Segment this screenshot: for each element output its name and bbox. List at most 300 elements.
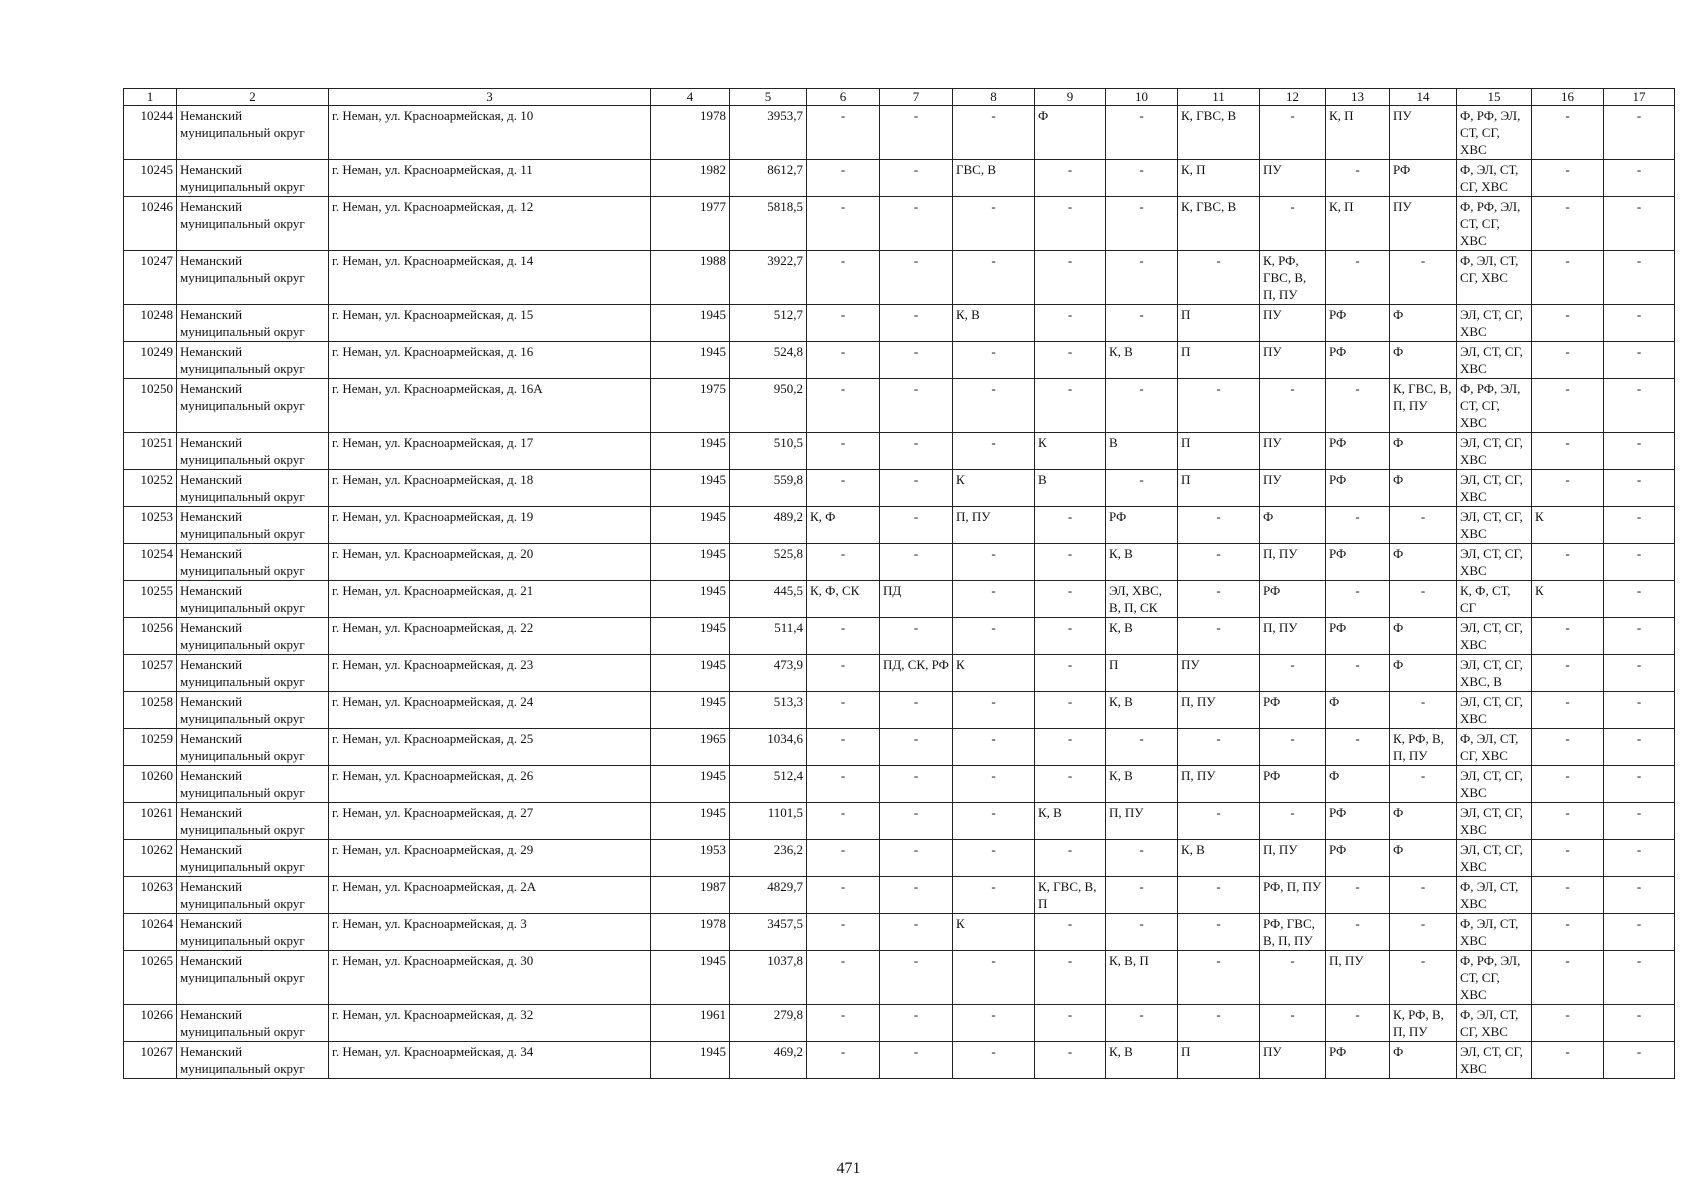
table-cell-col-5: 445,5 xyxy=(730,581,807,618)
table-cell-col-16: - xyxy=(1532,692,1604,729)
table-cell-col-13: - xyxy=(1326,655,1390,692)
table-cell-col-8: - xyxy=(953,342,1035,379)
table-cell-col-16: - xyxy=(1532,877,1604,914)
table-cell-col-10: - xyxy=(1106,106,1178,160)
table-body xyxy=(124,106,1675,1079)
table-cell-col-13: - xyxy=(1326,877,1390,914)
table-cell-col-15: Ф, ЭЛ, СТ, СГ, ХВС xyxy=(1457,160,1532,197)
table-cell-col-16: - xyxy=(1532,379,1604,433)
table-cell-col-10: - xyxy=(1106,160,1178,197)
table-cell-col-3: г. Неман, ул. Красноармейская, д. 16А xyxy=(329,379,651,433)
table-cell-col-14: - xyxy=(1390,507,1457,544)
table-cell-col-14: - xyxy=(1390,877,1457,914)
table-row xyxy=(124,544,1675,581)
table-cell-col-15: ЭЛ, СТ, СГ, ХВС xyxy=(1457,766,1532,803)
table-cell-col-3: г. Неман, ул. Красноармейская, д. 30 xyxy=(329,951,651,1005)
table-cell-col-4: 1953 xyxy=(651,840,730,877)
table-cell-col-1: 10258 xyxy=(124,692,177,729)
table-cell-col-11: - xyxy=(1178,581,1260,618)
column-header-10: 10 xyxy=(1106,89,1178,106)
table-cell-col-16: - xyxy=(1532,470,1604,507)
table-cell-col-14: Ф xyxy=(1390,305,1457,342)
table-cell-col-14: Ф xyxy=(1390,803,1457,840)
table-cell-col-13: РФ xyxy=(1326,618,1390,655)
table-cell-col-5: 236,2 xyxy=(730,840,807,877)
table-cell-col-7: - xyxy=(880,433,953,470)
table-cell-col-5: 1101,5 xyxy=(730,803,807,840)
table-cell-col-8: - xyxy=(953,433,1035,470)
table-cell-col-2: Неманский муниципальный округ xyxy=(177,803,329,840)
table-cell-col-8: ГВС, В xyxy=(953,160,1035,197)
table-cell-col-15: ЭЛ, СТ, СГ, ХВС xyxy=(1457,544,1532,581)
table-cell-col-10: - xyxy=(1106,840,1178,877)
table-cell-col-10: К, В, П xyxy=(1106,951,1178,1005)
table-cell-col-15: ЭЛ, СТ, СГ, ХВС xyxy=(1457,840,1532,877)
table-cell-col-3: г. Неман, ул. Красноармейская, д. 29 xyxy=(329,840,651,877)
table-cell-col-12: - xyxy=(1260,803,1326,840)
table-cell-col-17: - xyxy=(1604,766,1675,803)
table-cell-col-12: - xyxy=(1260,379,1326,433)
table-cell-col-1: 10256 xyxy=(124,618,177,655)
table-cell-col-6: - xyxy=(807,914,880,951)
table-cell-col-14: ПУ xyxy=(1390,106,1457,160)
table-cell-col-9: - xyxy=(1035,729,1106,766)
table-cell-col-3: г. Неман, ул. Красноармейская, д. 3 xyxy=(329,914,651,951)
table-cell-col-11: П, ПУ xyxy=(1178,692,1260,729)
table-cell-col-4: 1945 xyxy=(651,655,730,692)
table-row xyxy=(124,877,1675,914)
table-cell-col-14: К, ГВС, В, П, ПУ xyxy=(1390,379,1457,433)
table-cell-col-16: - xyxy=(1532,729,1604,766)
table-cell-col-9: - xyxy=(1035,197,1106,251)
table-cell-col-10: - xyxy=(1106,729,1178,766)
table-cell-col-8: - xyxy=(953,106,1035,160)
table-cell-col-12: П, ПУ xyxy=(1260,618,1326,655)
table-cell-col-2: Неманский муниципальный округ xyxy=(177,766,329,803)
table-cell-col-12: РФ xyxy=(1260,692,1326,729)
table-cell-col-14: Ф xyxy=(1390,1042,1457,1079)
table-cell-col-11: П xyxy=(1178,470,1260,507)
table-cell-col-13: К, П xyxy=(1326,197,1390,251)
table-cell-col-11: П, ПУ xyxy=(1178,766,1260,803)
table-cell-col-11: П xyxy=(1178,433,1260,470)
table-row xyxy=(124,840,1675,877)
table-cell-col-3: г. Неман, ул. Красноармейская, д. 26 xyxy=(329,766,651,803)
table-cell-col-11: П xyxy=(1178,1042,1260,1079)
column-header-3: 3 xyxy=(329,89,651,106)
table-cell-col-17: - xyxy=(1604,305,1675,342)
table-cell-col-3: г. Неман, ул. Красноармейская, д. 27 xyxy=(329,803,651,840)
table-cell-col-12: ПУ xyxy=(1260,433,1326,470)
table-cell-col-5: 512,7 xyxy=(730,305,807,342)
table-cell-col-14: Ф xyxy=(1390,342,1457,379)
table-cell-col-4: 1978 xyxy=(651,106,730,160)
table-row xyxy=(124,160,1675,197)
table-cell-col-7: - xyxy=(880,1042,953,1079)
table-cell-col-2: Неманский муниципальный округ xyxy=(177,197,329,251)
table-cell-col-2: Неманский муниципальный округ xyxy=(177,581,329,618)
table-cell-col-17: - xyxy=(1604,692,1675,729)
table-cell-col-13: РФ xyxy=(1326,433,1390,470)
table-cell-col-11: - xyxy=(1178,1005,1260,1042)
table-cell-col-8: - xyxy=(953,692,1035,729)
table-cell-col-1: 10264 xyxy=(124,914,177,951)
table-cell-col-11: - xyxy=(1178,729,1260,766)
column-header-11: 11 xyxy=(1178,89,1260,106)
table-cell-col-6: - xyxy=(807,877,880,914)
table-cell-col-6: - xyxy=(807,692,880,729)
table-cell-col-10: К, В xyxy=(1106,692,1178,729)
table-cell-col-7: - xyxy=(880,877,953,914)
table-cell-col-6: - xyxy=(807,766,880,803)
table-cell-col-13: РФ xyxy=(1326,803,1390,840)
table-cell-col-1: 10263 xyxy=(124,877,177,914)
table-row xyxy=(124,914,1675,951)
table-cell-col-15: Ф, РФ, ЭЛ, СТ, СГ, ХВС xyxy=(1457,951,1532,1005)
table-row xyxy=(124,692,1675,729)
table-cell-col-13: РФ xyxy=(1326,305,1390,342)
table-cell-col-17: - xyxy=(1604,251,1675,305)
table-row xyxy=(124,106,1675,160)
table-cell-col-3: г. Неман, ул. Красноармейская, д. 20 xyxy=(329,544,651,581)
table-cell-col-7: - xyxy=(880,618,953,655)
table-cell-col-8: К xyxy=(953,914,1035,951)
table-cell-col-4: 1945 xyxy=(651,581,730,618)
table-cell-col-13: РФ xyxy=(1326,342,1390,379)
table-cell-col-1: 10246 xyxy=(124,197,177,251)
table-cell-col-5: 1037,8 xyxy=(730,951,807,1005)
table-cell-col-7: - xyxy=(880,251,953,305)
table-cell-col-10: - xyxy=(1106,379,1178,433)
table-cell-col-17: - xyxy=(1604,507,1675,544)
table-cell-col-13: - xyxy=(1326,729,1390,766)
table-cell-col-12: - xyxy=(1260,1005,1326,1042)
table-cell-col-12: РФ xyxy=(1260,766,1326,803)
table-cell-col-14: Ф xyxy=(1390,544,1457,581)
table-cell-col-1: 10252 xyxy=(124,470,177,507)
table-cell-col-10: К, В xyxy=(1106,1042,1178,1079)
table-cell-col-13: - xyxy=(1326,251,1390,305)
table-cell-col-13: Ф xyxy=(1326,692,1390,729)
table-cell-col-5: 525,8 xyxy=(730,544,807,581)
table-cell-col-1: 10250 xyxy=(124,379,177,433)
table-cell-col-7: - xyxy=(880,840,953,877)
table-cell-col-10: П xyxy=(1106,655,1178,692)
table-cell-col-4: 1988 xyxy=(651,251,730,305)
table-cell-col-7: - xyxy=(880,305,953,342)
table-cell-col-1: 10245 xyxy=(124,160,177,197)
table-cell-col-6: - xyxy=(807,618,880,655)
table-row xyxy=(124,618,1675,655)
registry-table xyxy=(123,88,1675,1079)
table-cell-col-8: - xyxy=(953,197,1035,251)
table-cell-col-11: П xyxy=(1178,305,1260,342)
column-header-14: 14 xyxy=(1390,89,1457,106)
table-cell-col-11: - xyxy=(1178,803,1260,840)
table-cell-col-7: - xyxy=(880,951,953,1005)
table-cell-col-3: г. Неман, ул. Красноармейская, д. 16 xyxy=(329,342,651,379)
table-cell-col-17: - xyxy=(1604,618,1675,655)
table-cell-col-7: - xyxy=(880,729,953,766)
table-cell-col-4: 1945 xyxy=(651,618,730,655)
table-cell-col-12: ПУ xyxy=(1260,342,1326,379)
table-cell-col-12: РФ, ГВС, В, П, ПУ xyxy=(1260,914,1326,951)
table-cell-col-6: - xyxy=(807,1005,880,1042)
table-cell-col-12: П, ПУ xyxy=(1260,840,1326,877)
table-cell-col-12: ПУ xyxy=(1260,470,1326,507)
table-cell-col-5: 473,9 xyxy=(730,655,807,692)
column-header-17: 17 xyxy=(1604,89,1675,106)
table-cell-col-6: К, Ф xyxy=(807,507,880,544)
table-cell-col-9: К xyxy=(1035,433,1106,470)
table-cell-col-3: г. Неман, ул. Красноармейская, д. 22 xyxy=(329,618,651,655)
table-cell-col-10: - xyxy=(1106,877,1178,914)
table-cell-col-16: - xyxy=(1532,106,1604,160)
column-header-2: 2 xyxy=(177,89,329,106)
table-cell-col-13: РФ xyxy=(1326,470,1390,507)
table-cell-col-4: 1945 xyxy=(651,1042,730,1079)
table-cell-col-4: 1945 xyxy=(651,766,730,803)
table-cell-col-6: - xyxy=(807,729,880,766)
table-cell-col-15: Ф, ЭЛ, СТ, СГ, ХВС xyxy=(1457,251,1532,305)
column-header-4: 4 xyxy=(651,89,730,106)
table-cell-col-17: - xyxy=(1604,840,1675,877)
table-cell-col-3: г. Неман, ул. Красноармейская, д. 18 xyxy=(329,470,651,507)
table-cell-col-17: - xyxy=(1604,470,1675,507)
table-cell-col-8: - xyxy=(953,618,1035,655)
table-cell-col-8: - xyxy=(953,544,1035,581)
table-cell-col-15: ЭЛ, СТ, СГ, ХВС xyxy=(1457,470,1532,507)
table-cell-col-15: Ф, ЭЛ, СТ, ХВС xyxy=(1457,914,1532,951)
table-cell-col-6: - xyxy=(807,803,880,840)
table-cell-col-4: 1945 xyxy=(651,305,730,342)
table-cell-col-11: ПУ xyxy=(1178,655,1260,692)
table-cell-col-13: РФ xyxy=(1326,840,1390,877)
table-cell-col-5: 3922,7 xyxy=(730,251,807,305)
table-cell-col-6: - xyxy=(807,433,880,470)
table-cell-col-15: Ф, РФ, ЭЛ, СТ, СГ, ХВС xyxy=(1457,106,1532,160)
column-header-6: 6 xyxy=(807,89,880,106)
table-cell-col-12: - xyxy=(1260,655,1326,692)
table-cell-col-14: - xyxy=(1390,251,1457,305)
table-cell-col-14: - xyxy=(1390,581,1457,618)
table-cell-col-13: - xyxy=(1326,914,1390,951)
table-cell-col-8: - xyxy=(953,877,1035,914)
table-cell-col-9: - xyxy=(1035,655,1106,692)
table-cell-col-11: К, П xyxy=(1178,160,1260,197)
table-cell-col-1: 10265 xyxy=(124,951,177,1005)
table-cell-col-7: - xyxy=(880,470,953,507)
table-cell-col-5: 559,8 xyxy=(730,470,807,507)
table-cell-col-1: 10248 xyxy=(124,305,177,342)
table-cell-col-14: РФ xyxy=(1390,160,1457,197)
table-cell-col-3: г. Неман, ул. Красноармейская, д. 15 xyxy=(329,305,651,342)
table-cell-col-1: 10251 xyxy=(124,433,177,470)
table-cell-col-16: К xyxy=(1532,507,1604,544)
table-cell-col-17: - xyxy=(1604,342,1675,379)
table-cell-col-12: - xyxy=(1260,106,1326,160)
table-cell-col-2: Неманский муниципальный округ xyxy=(177,1042,329,1079)
table-cell-col-4: 1965 xyxy=(651,729,730,766)
table-cell-col-2: Неманский муниципальный округ xyxy=(177,379,329,433)
table-cell-col-9: - xyxy=(1035,618,1106,655)
table-cell-col-3: г. Неман, ул. Красноармейская, д. 17 xyxy=(329,433,651,470)
table-cell-col-17: - xyxy=(1604,1005,1675,1042)
table-cell-col-3: г. Неман, ул. Красноармейская, д. 19 xyxy=(329,507,651,544)
table-cell-col-10: К, В xyxy=(1106,618,1178,655)
table-cell-col-11: - xyxy=(1178,951,1260,1005)
table-cell-col-4: 1982 xyxy=(651,160,730,197)
table-cell-col-3: г. Неман, ул. Красноармейская, д. 10 xyxy=(329,106,651,160)
table-cell-col-5: 1034,6 xyxy=(730,729,807,766)
table-cell-col-17: - xyxy=(1604,379,1675,433)
table-cell-col-16: - xyxy=(1532,803,1604,840)
table-cell-col-2: Неманский муниципальный округ xyxy=(177,729,329,766)
table-cell-col-8: - xyxy=(953,803,1035,840)
table-cell-col-16: - xyxy=(1532,433,1604,470)
table-cell-col-5: 469,2 xyxy=(730,1042,807,1079)
table-cell-col-6: - xyxy=(807,840,880,877)
table-cell-col-2: Неманский муниципальный округ xyxy=(177,305,329,342)
table-cell-col-9: К, В xyxy=(1035,803,1106,840)
table-cell-col-7: - xyxy=(880,1005,953,1042)
table-cell-col-1: 10254 xyxy=(124,544,177,581)
table-cell-col-8: - xyxy=(953,1042,1035,1079)
table-cell-col-6: - xyxy=(807,160,880,197)
table-cell-col-6: - xyxy=(807,951,880,1005)
table-cell-col-16: - xyxy=(1532,1042,1604,1079)
table-cell-col-15: ЭЛ, СТ, СГ, ХВС xyxy=(1457,692,1532,729)
column-header-16: 16 xyxy=(1532,89,1604,106)
table-cell-col-9: - xyxy=(1035,914,1106,951)
table-row xyxy=(124,766,1675,803)
table-cell-col-3: г. Неман, ул. Красноармейская, д. 25 xyxy=(329,729,651,766)
table-cell-col-8: - xyxy=(953,729,1035,766)
table-cell-col-7: - xyxy=(880,342,953,379)
table-cell-col-1: 10260 xyxy=(124,766,177,803)
table-cell-col-8: - xyxy=(953,1005,1035,1042)
table-cell-col-17: - xyxy=(1604,160,1675,197)
table-cell-col-5: 5818,5 xyxy=(730,197,807,251)
table-cell-col-2: Неманский муниципальный округ xyxy=(177,106,329,160)
table-cell-col-9: - xyxy=(1035,581,1106,618)
table-cell-col-12: РФ, П, ПУ xyxy=(1260,877,1326,914)
table-cell-col-5: 489,2 xyxy=(730,507,807,544)
column-header-5: 5 xyxy=(730,89,807,106)
table-cell-col-11: К, ГВС, В xyxy=(1178,106,1260,160)
table-cell-col-7: - xyxy=(880,160,953,197)
table-cell-col-3: г. Неман, ул. Красноармейская, д. 24 xyxy=(329,692,651,729)
table-cell-col-16: - xyxy=(1532,914,1604,951)
table-cell-col-17: - xyxy=(1604,197,1675,251)
table-cell-col-11: - xyxy=(1178,251,1260,305)
table-cell-col-13: П, ПУ xyxy=(1326,951,1390,1005)
table-cell-col-9: - xyxy=(1035,951,1106,1005)
table-cell-col-4: 1987 xyxy=(651,877,730,914)
table-cell-col-16: - xyxy=(1532,197,1604,251)
table-cell-col-5: 8612,7 xyxy=(730,160,807,197)
table-cell-col-6: - xyxy=(807,655,880,692)
table-row xyxy=(124,342,1675,379)
table-cell-col-10: - xyxy=(1106,251,1178,305)
table-cell-col-13: - xyxy=(1326,160,1390,197)
table-cell-col-12: ПУ xyxy=(1260,160,1326,197)
column-header-9: 9 xyxy=(1035,89,1106,106)
table-cell-col-15: Ф, ЭЛ, СТ, ХВС xyxy=(1457,877,1532,914)
table-cell-col-15: ЭЛ, СТ, СГ, ХВС xyxy=(1457,1042,1532,1079)
table-cell-col-5: 950,2 xyxy=(730,379,807,433)
table-cell-col-14: - xyxy=(1390,914,1457,951)
table-cell-col-15: Ф, РФ, ЭЛ, СТ, СГ, ХВС xyxy=(1457,379,1532,433)
table-cell-col-13: - xyxy=(1326,1005,1390,1042)
table-cell-col-9: Ф xyxy=(1035,106,1106,160)
table-cell-col-6: К, Ф, СК xyxy=(807,581,880,618)
table-cell-col-7: - xyxy=(880,507,953,544)
table-cell-col-1: 10259 xyxy=(124,729,177,766)
table-cell-col-11: К, В xyxy=(1178,840,1260,877)
table-cell-col-3: г. Неман, ул. Красноармейская, д. 23 xyxy=(329,655,651,692)
table-cell-col-17: - xyxy=(1604,729,1675,766)
table-cell-col-9: - xyxy=(1035,251,1106,305)
table-cell-col-6: - xyxy=(807,305,880,342)
table-cell-col-14: - xyxy=(1390,692,1457,729)
table-cell-col-6: - xyxy=(807,470,880,507)
table-cell-col-2: Неманский муниципальный округ xyxy=(177,618,329,655)
table-cell-col-11: - xyxy=(1178,618,1260,655)
table-cell-col-5: 279,8 xyxy=(730,1005,807,1042)
table-cell-col-13: РФ xyxy=(1326,544,1390,581)
table-cell-col-13: - xyxy=(1326,507,1390,544)
table-cell-col-2: Неманский муниципальный округ xyxy=(177,914,329,951)
table-cell-col-2: Неманский муниципальный округ xyxy=(177,342,329,379)
table-row xyxy=(124,507,1675,544)
column-header-12: 12 xyxy=(1260,89,1326,106)
table-cell-col-1: 10262 xyxy=(124,840,177,877)
table-cell-col-3: г. Неман, ул. Красноармейская, д. 12 xyxy=(329,197,651,251)
table-cell-col-10: ЭЛ, ХВС, В, П, СК xyxy=(1106,581,1178,618)
table-cell-col-10: В xyxy=(1106,433,1178,470)
table-cell-col-1: 10253 xyxy=(124,507,177,544)
table-cell-col-7: - xyxy=(880,803,953,840)
table-cell-col-15: ЭЛ, СТ, СГ, ХВС, В xyxy=(1457,655,1532,692)
table-cell-col-7: - xyxy=(880,106,953,160)
table-cell-col-12: - xyxy=(1260,729,1326,766)
table-cell-col-4: 1977 xyxy=(651,197,730,251)
table-cell-col-5: 512,4 xyxy=(730,766,807,803)
table-cell-col-17: - xyxy=(1604,106,1675,160)
table-cell-col-17: - xyxy=(1604,803,1675,840)
table-cell-col-15: ЭЛ, СТ, СГ, ХВС xyxy=(1457,507,1532,544)
table-cell-col-7: - xyxy=(880,197,953,251)
table-cell-col-16: - xyxy=(1532,618,1604,655)
table-cell-col-16: К xyxy=(1532,581,1604,618)
table-cell-col-1: 10266 xyxy=(124,1005,177,1042)
table-cell-col-9: В xyxy=(1035,470,1106,507)
table-cell-col-10: РФ xyxy=(1106,507,1178,544)
table-cell-col-16: - xyxy=(1532,951,1604,1005)
table-cell-col-5: 3953,7 xyxy=(730,106,807,160)
table-cell-col-7: - xyxy=(880,692,953,729)
table-cell-col-9: - xyxy=(1035,840,1106,877)
table-cell-col-15: ЭЛ, СТ, СГ, ХВС xyxy=(1457,433,1532,470)
table-cell-col-11: - xyxy=(1178,914,1260,951)
table-cell-col-2: Неманский муниципальный округ xyxy=(177,655,329,692)
table-cell-col-16: - xyxy=(1532,840,1604,877)
table-cell-col-15: ЭЛ, СТ, СГ, ХВС xyxy=(1457,342,1532,379)
table-cell-col-14: Ф xyxy=(1390,655,1457,692)
table-cell-col-9: К, ГВС, В, П xyxy=(1035,877,1106,914)
column-header-13: 13 xyxy=(1326,89,1390,106)
